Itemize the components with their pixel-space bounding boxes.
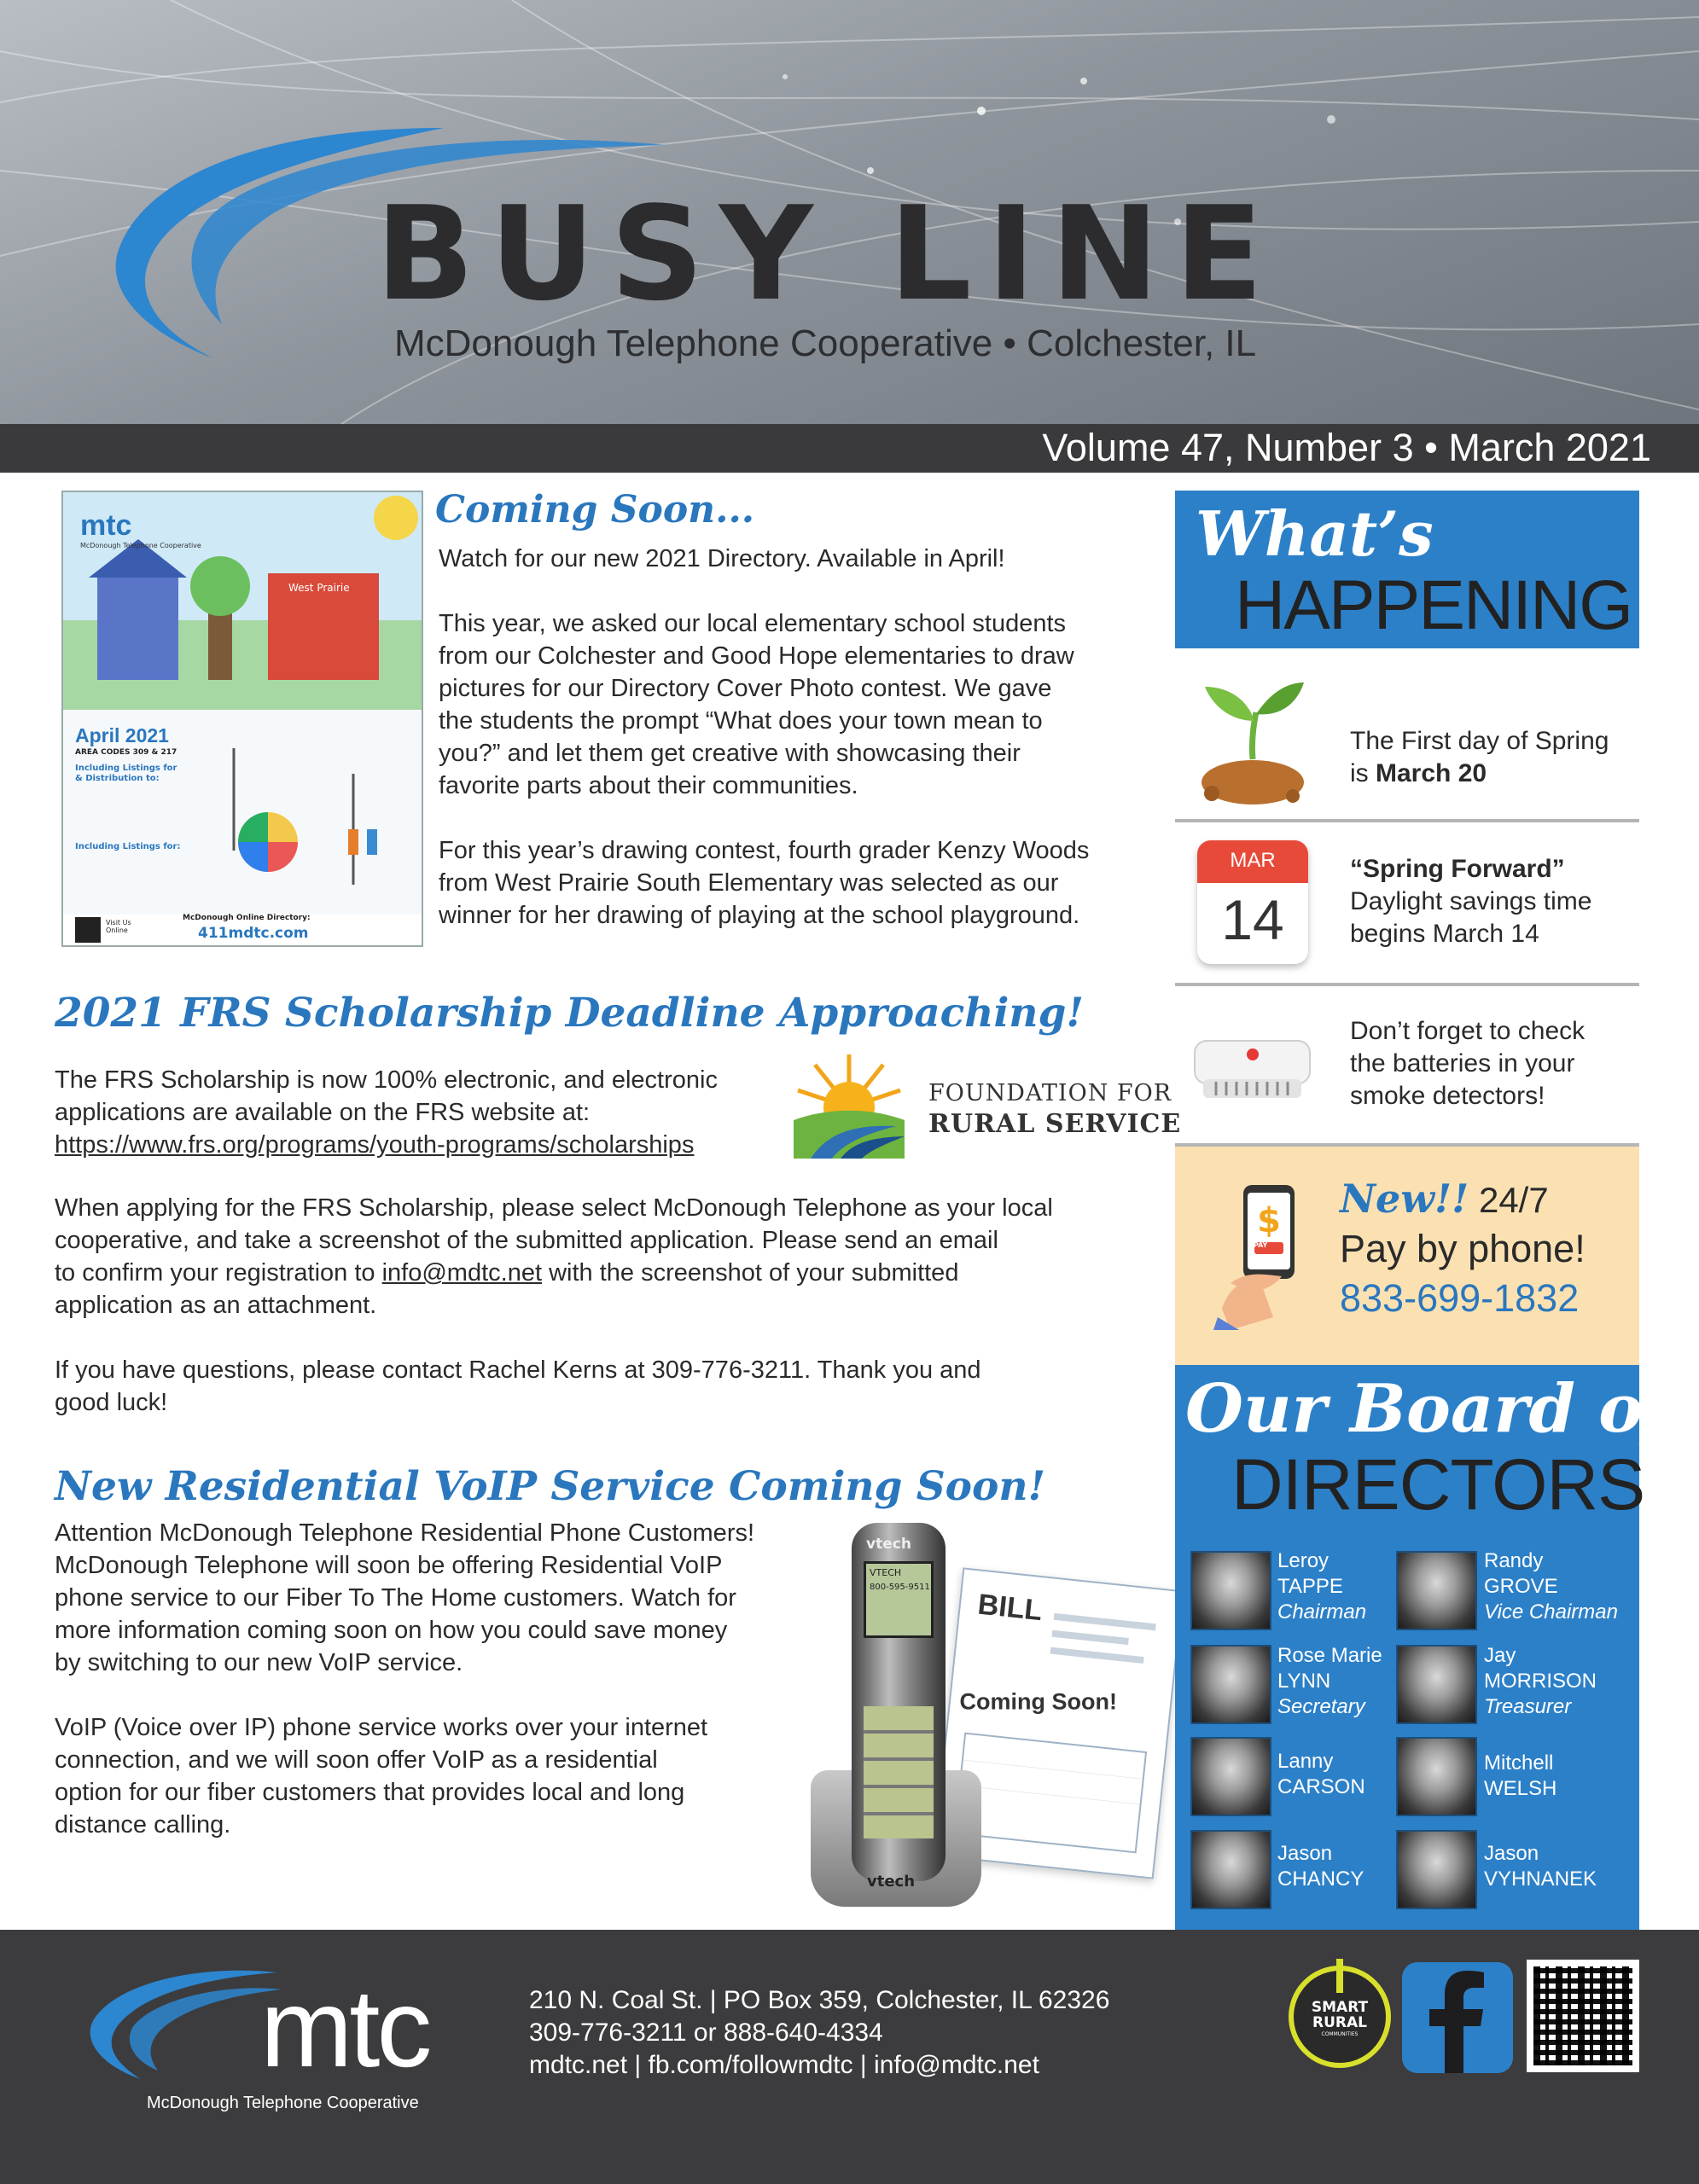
cover-brand: mtc	[80, 509, 132, 542]
director-last: GROVE	[1484, 1575, 1558, 1598]
coming-soon-line: the students the prompt “What does your town mean to	[439, 707, 1043, 735]
coming-soon-line: from West Prairie South Elementary was selected as our	[439, 869, 1059, 897]
smoke-detector-icon	[1190, 1032, 1314, 1105]
cover-online-label: McDonough Online Directory:	[183, 914, 311, 922]
bill-title: BILL	[976, 1588, 1044, 1628]
director-first: Leroy	[1277, 1549, 1330, 1572]
spring-line2-pre: is	[1350, 759, 1376, 787]
voip-line: McDonough Telephone will soon be offering Residential VoIP	[55, 1552, 723, 1579]
cover-visit: Visit Us Online	[106, 919, 131, 934]
board-title-caps: DIRECTORS	[1231, 1444, 1645, 1525]
director-photo	[1396, 1737, 1477, 1816]
pay-by-phone-panel	[1175, 1147, 1639, 1365]
scholarship-line: good luck!	[55, 1389, 168, 1416]
voip-line: more information coming soon on how you could save money	[55, 1617, 728, 1644]
director-card	[1484, 1643, 1597, 1720]
coming-soon-line: This year, we asked our local elementary school students	[439, 610, 1067, 637]
director-photo	[1190, 1551, 1271, 1630]
director-card	[1484, 1548, 1618, 1625]
cordless-phone-illustration	[811, 1523, 981, 1911]
drawing-illustration	[63, 492, 423, 947]
whats-happening-script: What’s	[1196, 497, 1434, 570]
director-first: Lanny	[1277, 1750, 1334, 1773]
director-photo	[1396, 1551, 1477, 1630]
voip-line: phone service to our Fiber To The Home customers. Watch for	[55, 1584, 736, 1612]
director-last: LYNN	[1277, 1670, 1331, 1693]
director-card	[1277, 1643, 1382, 1720]
smart-line2: RURAL	[1312, 2014, 1367, 2031]
pay-hours: 24/7	[1469, 1180, 1549, 1220]
cover-brand-sub: McDonough Telephone Cooperative	[80, 542, 201, 549]
director-first: Jay	[1484, 1644, 1516, 1667]
coming-soon-line: pictures for our Directory Cover Photo contest. We gave	[439, 675, 1052, 702]
scholarship-instructions	[55, 1192, 1053, 1419]
svg-text:$: $	[1257, 1201, 1281, 1240]
director-photo	[1190, 1645, 1271, 1724]
pay-phone-number[interactable]: 833-699-1832	[1340, 1276, 1580, 1320]
dst-title: “Spring Forward”	[1350, 855, 1565, 883]
calendar-icon	[1197, 840, 1308, 964]
voip-line: Attention McDonough Telephone Residential Phone Customers!	[55, 1519, 755, 1547]
bill-stamp: Coming Soon!	[959, 1688, 1117, 1715]
scholarship-link[interactable]: https://www.frs.org/programs/youth-programs/scholarships	[55, 1131, 695, 1159]
director-role: Vice Chairman	[1484, 1600, 1618, 1623]
scholarship-line: application as an attachment.	[55, 1292, 377, 1319]
footer-logo-sub: McDonough Telephone Cooperative	[147, 2094, 419, 2112]
scholarship-line: applications are available on the FRS website at:	[55, 1099, 591, 1126]
dst-line: Daylight savings time	[1350, 887, 1592, 915]
phone-keypad	[864, 1706, 934, 1838]
director-photo	[1396, 1830, 1477, 1909]
frs-logo-line1: FOUNDATION FOR	[928, 1080, 1172, 1107]
director-first: Jason	[1277, 1842, 1333, 1865]
scholarship-intro	[55, 1064, 718, 1161]
phone-pay-icon	[1213, 1181, 1307, 1330]
email-link[interactable]: info@mdtc.net	[381, 1259, 543, 1287]
frs-sun-icon	[794, 1048, 922, 1159]
whats-happening-header	[1175, 491, 1639, 648]
masthead-banner	[0, 0, 1699, 424]
directory-cover-image	[61, 491, 423, 947]
smoke-text	[1350, 1015, 1585, 1112]
spring-line1: The First day of Spring	[1350, 727, 1609, 755]
footer-logo-text: mtc	[260, 1966, 429, 2090]
coming-soon-line: from our Colchester and Good Hope elementaries to draw	[439, 642, 1074, 670]
director-card	[1277, 1749, 1365, 1800]
divider	[1175, 819, 1639, 822]
voip-text	[55, 1517, 754, 1841]
director-last: WELSH	[1484, 1777, 1557, 1800]
cover-title: April 2021	[75, 724, 169, 746]
coming-soon-line: favorite parts about their communities.	[439, 772, 858, 799]
dst-line: begins March 14	[1350, 920, 1539, 948]
phone-screen-brand: VTECH	[870, 1567, 902, 1578]
pay-line1	[1340, 1176, 1549, 1222]
sprout-icon	[1195, 678, 1310, 806]
coming-soon-line: Watch for our new 2021 Directory. Available in April!	[439, 545, 1005, 572]
footer-web[interactable]: mdtc.net | fb.com/followmdtc | info@mdtc.net	[529, 2051, 1039, 2079]
pay-new: New!!	[1340, 1176, 1469, 1222]
footer-phones: 309-776-3211 or 888-640-4334	[529, 2018, 883, 2047]
issue-volume: Volume 47, Number 3 • March 2021	[1042, 426, 1651, 469]
spring-text	[1350, 725, 1609, 790]
voip-line: option for our fiber customers that provides local and long	[55, 1779, 685, 1806]
scholarship-line: When applying for the FRS Scholarship, please select McDonough Telephone as your local	[55, 1194, 1053, 1222]
director-first: Mitchell	[1484, 1751, 1554, 1774]
director-card	[1277, 1548, 1366, 1625]
scholarship-text: with the screenshot of your submitted	[542, 1259, 959, 1287]
scholarship-text: to confirm your registration to	[55, 1259, 382, 1287]
mtc-swoosh-logo	[81, 1955, 286, 2083]
qr-code[interactable]	[1527, 1960, 1639, 2072]
facebook-icon[interactable]	[1402, 1962, 1513, 2073]
director-photo	[1396, 1645, 1477, 1724]
director-card	[1484, 1751, 1556, 1802]
frs-logo-line2: RURAL SERVICE	[928, 1109, 1182, 1139]
director-last: TAPPE	[1277, 1575, 1343, 1598]
cover-listings: Including Listings for:	[75, 842, 181, 851]
facebook-glyph	[1402, 1962, 1513, 2073]
scholarship-line: The FRS Scholarship is now 100% electronic, and electronic	[55, 1066, 718, 1094]
director-last: CARSON	[1277, 1775, 1365, 1798]
cover-listings-distribution: Including Listings for & Distribution to:	[75, 764, 177, 783]
director-photo	[1190, 1737, 1271, 1816]
divider	[1175, 983, 1639, 986]
voip-line: distance calling.	[55, 1811, 231, 1838]
smoke-line: smoke detectors!	[1350, 1082, 1545, 1110]
masthead-subtitle: McDonough Telephone Cooperative • Colchester, IL	[394, 322, 1257, 364]
phone-screen-number: 800-595-9511	[870, 1583, 930, 1592]
voip-line: connection, and we will soon offer VoIP as a residential	[55, 1746, 658, 1774]
director-last: VYHNANEK	[1484, 1867, 1597, 1891]
cover-area-codes: AREA CODES 309 & 217	[75, 748, 177, 757]
director-role: Secretary	[1277, 1695, 1365, 1718]
scholarship-heading: 2021 FRS Scholarship Deadline Approaching!	[55, 990, 1084, 1037]
director-first: Rose Marie	[1277, 1644, 1382, 1667]
footer-address: 210 N. Coal St. | PO Box 359, Colchester, IL 62326	[529, 1986, 1110, 2014]
director-role: Chairman	[1277, 1600, 1367, 1623]
smart-line3: COMMUNITIES	[1321, 2031, 1359, 2037]
phone-screen	[864, 1561, 934, 1638]
coming-soon-heading: Coming Soon...	[435, 488, 755, 531]
whats-happening-caps: HAPPENING	[1235, 566, 1632, 644]
voip-line: VoIP (Voice over IP) phone service works over your internet	[55, 1714, 708, 1741]
pay-icon-label: PAY	[1254, 1241, 1268, 1249]
phone-brand-top: vtech	[866, 1536, 911, 1553]
smart-line1: SMART	[1311, 1999, 1369, 2016]
smoke-line: Don’t forget to check	[1350, 1017, 1586, 1045]
director-photo	[1190, 1830, 1271, 1909]
coming-soon-line: you?” and let them get creative with showcasing their	[439, 740, 1021, 767]
calendar-month: MAR	[1230, 849, 1276, 872]
voip-line: by switching to our new VoIP service.	[55, 1649, 463, 1676]
director-role: Treasurer	[1484, 1695, 1572, 1718]
director-last: CHANCY	[1277, 1867, 1364, 1891]
coming-soon-text	[439, 543, 1089, 932]
director-card	[1277, 1841, 1364, 1892]
smart-rural-logo	[1289, 1966, 1391, 2068]
pay-line2: Pay by phone!	[1340, 1227, 1586, 1270]
board-title-script: Our Board of	[1185, 1370, 1672, 1448]
coming-soon-line: For this year’s drawing contest, fourth grader Kenzy Woods	[439, 837, 1090, 864]
cover-sign: West Prairie	[288, 582, 350, 594]
board-of-directors-panel	[1175, 1365, 1672, 1930]
dst-text	[1350, 853, 1591, 950]
director-last: MORRISON	[1484, 1670, 1597, 1693]
phone-brand-base: vtech	[867, 1873, 916, 1891]
calendar-day: 14	[1221, 888, 1284, 951]
cover-url: 411mdtc.com	[198, 925, 309, 942]
footer	[0, 1930, 1699, 2184]
scholarship-line: If you have questions, please contact Rachel Kerns at 309-776-3211. Thank you and	[55, 1356, 981, 1384]
voip-heading: New Residential VoIP Service Coming Soon!	[55, 1463, 1046, 1510]
director-card	[1484, 1841, 1597, 1892]
spring-date: March 20	[1376, 759, 1487, 787]
director-first: Randy	[1484, 1549, 1544, 1572]
frs-logo	[794, 1048, 1182, 1159]
director-first: Jason	[1484, 1842, 1539, 1865]
coming-soon-line: winner for her drawing of playing at the school playground.	[439, 902, 1080, 929]
smoke-line: the batteries in your	[1350, 1049, 1575, 1077]
scholarship-line: cooperative, and take a screenshot of the submitted application. Please send an email	[55, 1227, 998, 1254]
masthead-title: BUSY LINE	[375, 178, 1279, 329]
